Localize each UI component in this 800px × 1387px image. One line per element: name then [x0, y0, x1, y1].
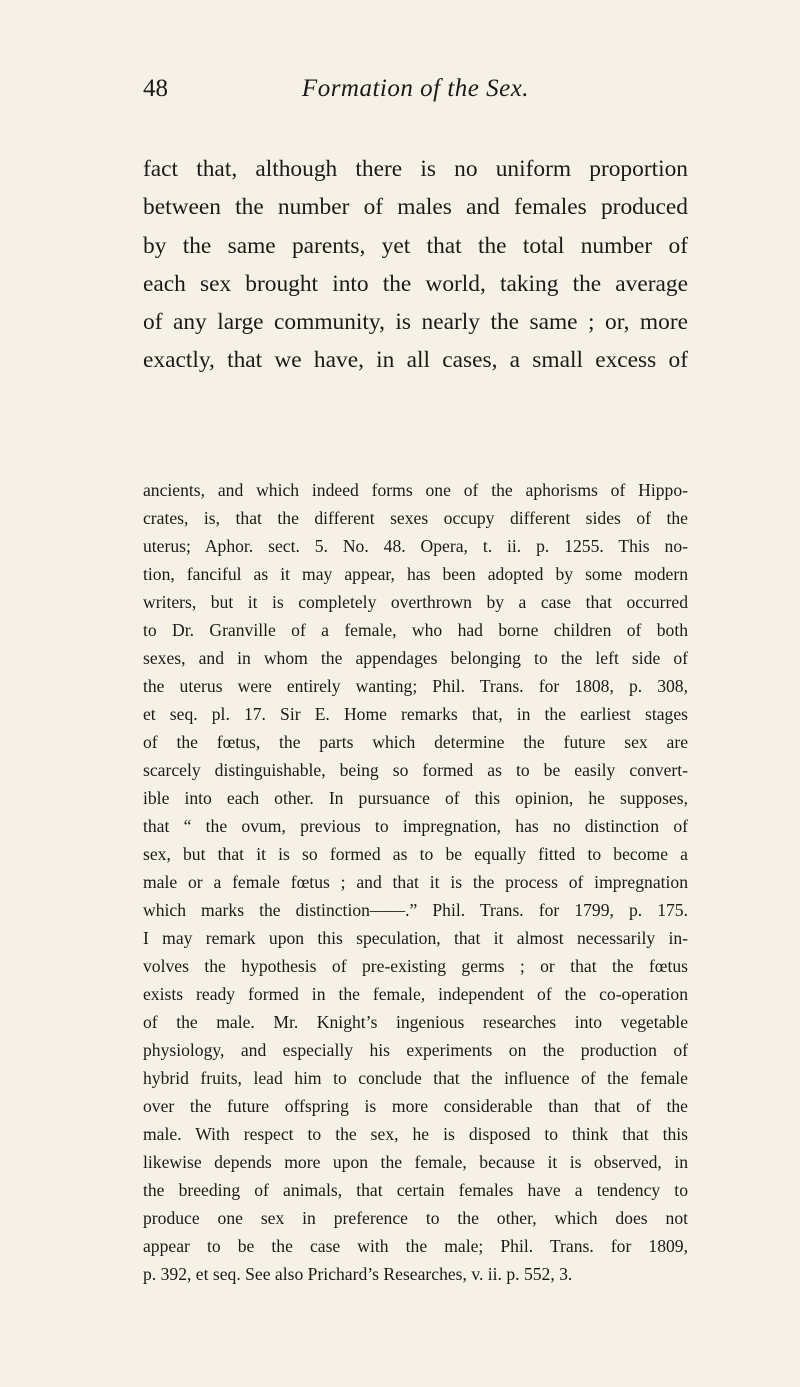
main-text-line: fact that, although there is no uniform proportion [143, 156, 688, 182]
footnote-line: crates, is, that the different sexes occupy different sides of the [143, 508, 688, 528]
footnote-line: produce one sex in preference to the other, which does not [143, 1208, 688, 1228]
footnote-line: appear to be the case with the male; Phil. Trans. for 1809, [143, 1236, 688, 1256]
footnote-line: of the fœtus, the parts which determine the future sex are [143, 732, 688, 752]
footnote-line: which marks the distinction——.” Phil. Trans. for 1799, p. 175. [143, 900, 688, 920]
footnote-line: uterus; Aphor. sect. 5. No. 48. Opera, t. ii. p. 1255. This no- [143, 536, 688, 556]
footnote-line: ible into each other. In pursuance of this opinion, he supposes, [143, 788, 688, 808]
footnote-line: p. 392, et seq. See also Prichard’s Researches, v. ii. p. 552, 3. [143, 1264, 573, 1284]
footnote-line: over the future offspring is more considerable than that of the [143, 1096, 688, 1116]
footnote-line: of the male. Mr. Knight’s ingenious researches into vegetable [143, 1012, 688, 1032]
main-text-line: exactly, that we have, in all cases, a small excess of [143, 347, 688, 374]
footnote-line: male or a female fœtus ; and that it is the process of impregnation [143, 872, 688, 892]
footnote-line: writers, but it is completely overthrown by a case that occurred [143, 592, 688, 612]
footnote-line: likewise depends more upon the female, because it is observed, in [143, 1152, 688, 1172]
running-title: Formation of the Sex. [301, 75, 530, 102]
page-number: 48 [143, 75, 168, 102]
footnote-line: sex, but that it is so formed as to be equally fitted to become a [143, 844, 688, 864]
footnote-line: et seq. pl. 17. Sir E. Home remarks that, in the earliest stages [143, 704, 688, 724]
footnote-line: scarcely distinguishable, being so formed as to be easily convert- [143, 760, 688, 780]
footnote-line: male. With respect to the sex, he is disposed to think that this [143, 1124, 688, 1144]
main-text-line: each sex brought into the world, taking the average [143, 270, 688, 297]
footnote-line: physiology, and especially his experiments on the production of [143, 1040, 688, 1060]
main-text [143, 150, 688, 380]
footnote-line: sexes, and in whom the appendages belonging to the left side of [143, 648, 688, 668]
footnote-line: I may remark upon this speculation, that it almost necessarily in- [143, 928, 688, 948]
footnote-line: volves the hypothesis of pre-existing germs ; or that the fœtus [143, 956, 688, 976]
page-header [143, 74, 688, 114]
footnote [143, 476, 688, 1288]
footnote-line: the breeding of animals, that certain females have a tendency to [143, 1180, 688, 1200]
footnote-line: that “ the ovum, previous to impregnation, has no distinction of [143, 816, 688, 836]
footnote-line: to Dr. Granville of a female, who had borne children of both [143, 620, 688, 640]
footnote-line: hybrid fruits, lead him to conclude that the influence of the female [143, 1068, 688, 1088]
footnote-line: exists ready formed in the female, independent of the co-operation [143, 984, 688, 1004]
footnote-line: the uterus were entirely wanting; Phil. Trans. for 1808, p. 308, [143, 676, 688, 696]
main-text-line: by the same parents, yet that the total number of [143, 232, 688, 259]
footnote-line: tion, fanciful as it may appear, has been adopted by some modern [143, 564, 688, 584]
main-text-line: between the number of males and females produced [143, 194, 688, 221]
footnote-line: ancients, and which indeed forms one of the aphorisms of Hippo- [143, 480, 688, 500]
main-text-line: of any large community, is nearly the same ; or, more [143, 309, 688, 336]
